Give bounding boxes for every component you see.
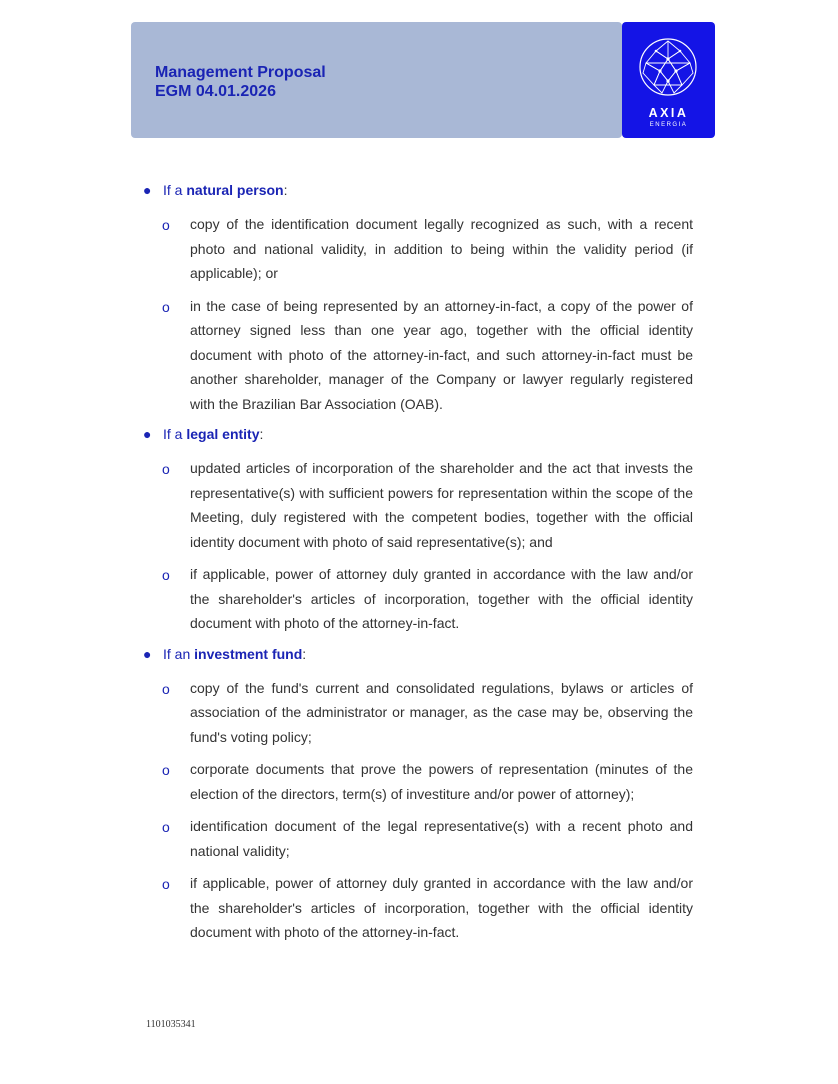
heading-suffix: : (302, 645, 307, 662)
heading-term: legal entity (186, 426, 260, 442)
list-item (140, 676, 693, 750)
logo-subtitle: ENERGIA (649, 122, 688, 128)
company-logo (622, 22, 715, 138)
document-body (140, 180, 693, 953)
document-code: 1101035341 (146, 1019, 196, 1030)
list-item-text: if applicable, power of attorney duly granted in accordance with the law and/or the shareholder's articles of incorporation, together with the official identity document with photo of the attorney-in-fact. (190, 875, 693, 940)
document-title (155, 63, 326, 101)
list-item-text: if applicable, power of attorney duly granted in accordance with the law and/or the shareholder's articles of incorporation, together with the official identity document with photo of the attorney-in-fact. (190, 566, 693, 631)
list-item (140, 871, 693, 945)
list-item (140, 814, 693, 863)
globe-icon (638, 37, 698, 97)
list-item (140, 562, 693, 636)
heading-prefix: If an (163, 645, 195, 662)
bullet-icon: ● (143, 426, 152, 442)
list-item-text: copy of the fund's current and consolidated regulations, bylaws or articles of association of the administrator or manager, as the case may be, observing the fund's voting policy; (190, 679, 693, 745)
list-item (140, 757, 693, 806)
list-item (140, 456, 693, 554)
heading-suffix: : (283, 182, 288, 198)
circle-bullet-icon: o (162, 762, 170, 778)
bullet-icon: ● (143, 182, 152, 198)
circle-bullet-icon: o (162, 298, 170, 315)
bullet-icon: ● (143, 645, 152, 662)
circle-bullet-icon: o (162, 217, 170, 233)
title-line-1: Management Proposal (155, 64, 326, 81)
list-item-text: in the case of being represented by an attorney-in-fact, a copy of the power of attorney signed less than one year ago, together with the official identity document with photo of the attorney-in-fact, and such attorney-in-fact must be another shareholder, manager of the Company or lawyer regularly registered with the Brazilian Bar Association (OAB). (190, 297, 693, 412)
title-line-2: EGM 04.01.2026 (155, 83, 276, 100)
section-heading (140, 424, 693, 444)
circle-bullet-icon: o (162, 680, 170, 697)
circle-bullet-icon: o (162, 876, 170, 892)
section-investment-fund (140, 644, 693, 945)
list-item-text: updated articles of incorporation of the shareholder and the act that invests the representative(s) with sufficient powers for representation within the scope of the Meeting, duly registered with the competent bodies, together with the official identity document with photo of said representative(s); and (190, 460, 693, 550)
heading-term: investment fund (194, 645, 303, 662)
section-heading (140, 180, 693, 200)
list-item (140, 212, 693, 286)
list-item (140, 294, 693, 417)
heading-prefix: If a (163, 182, 187, 198)
section-heading (140, 644, 693, 664)
circle-bullet-icon: o (162, 461, 170, 477)
section-legal-entity (140, 424, 693, 636)
heading-prefix: If a (163, 426, 187, 442)
header-bar (131, 22, 622, 138)
list-item-text: copy of the identification document legally recognized as such, with a recent photo and national validity, in addition to being within the validity period (if applicable); or (190, 216, 693, 281)
logo-name: AXIA (648, 106, 689, 120)
circle-bullet-icon: o (162, 567, 170, 583)
circle-bullet-icon: o (162, 819, 170, 835)
heading-term: natural person (186, 182, 284, 198)
list-item-text: identification document of the legal representative(s) with a recent photo and national validity; (190, 818, 693, 859)
heading-suffix: : (259, 426, 264, 442)
section-natural-person (140, 180, 693, 416)
list-item-text: corporate documents that prove the powers of representation (minutes of the election of the directors, term(s) of investiture and/or power of attorney); (190, 761, 693, 802)
